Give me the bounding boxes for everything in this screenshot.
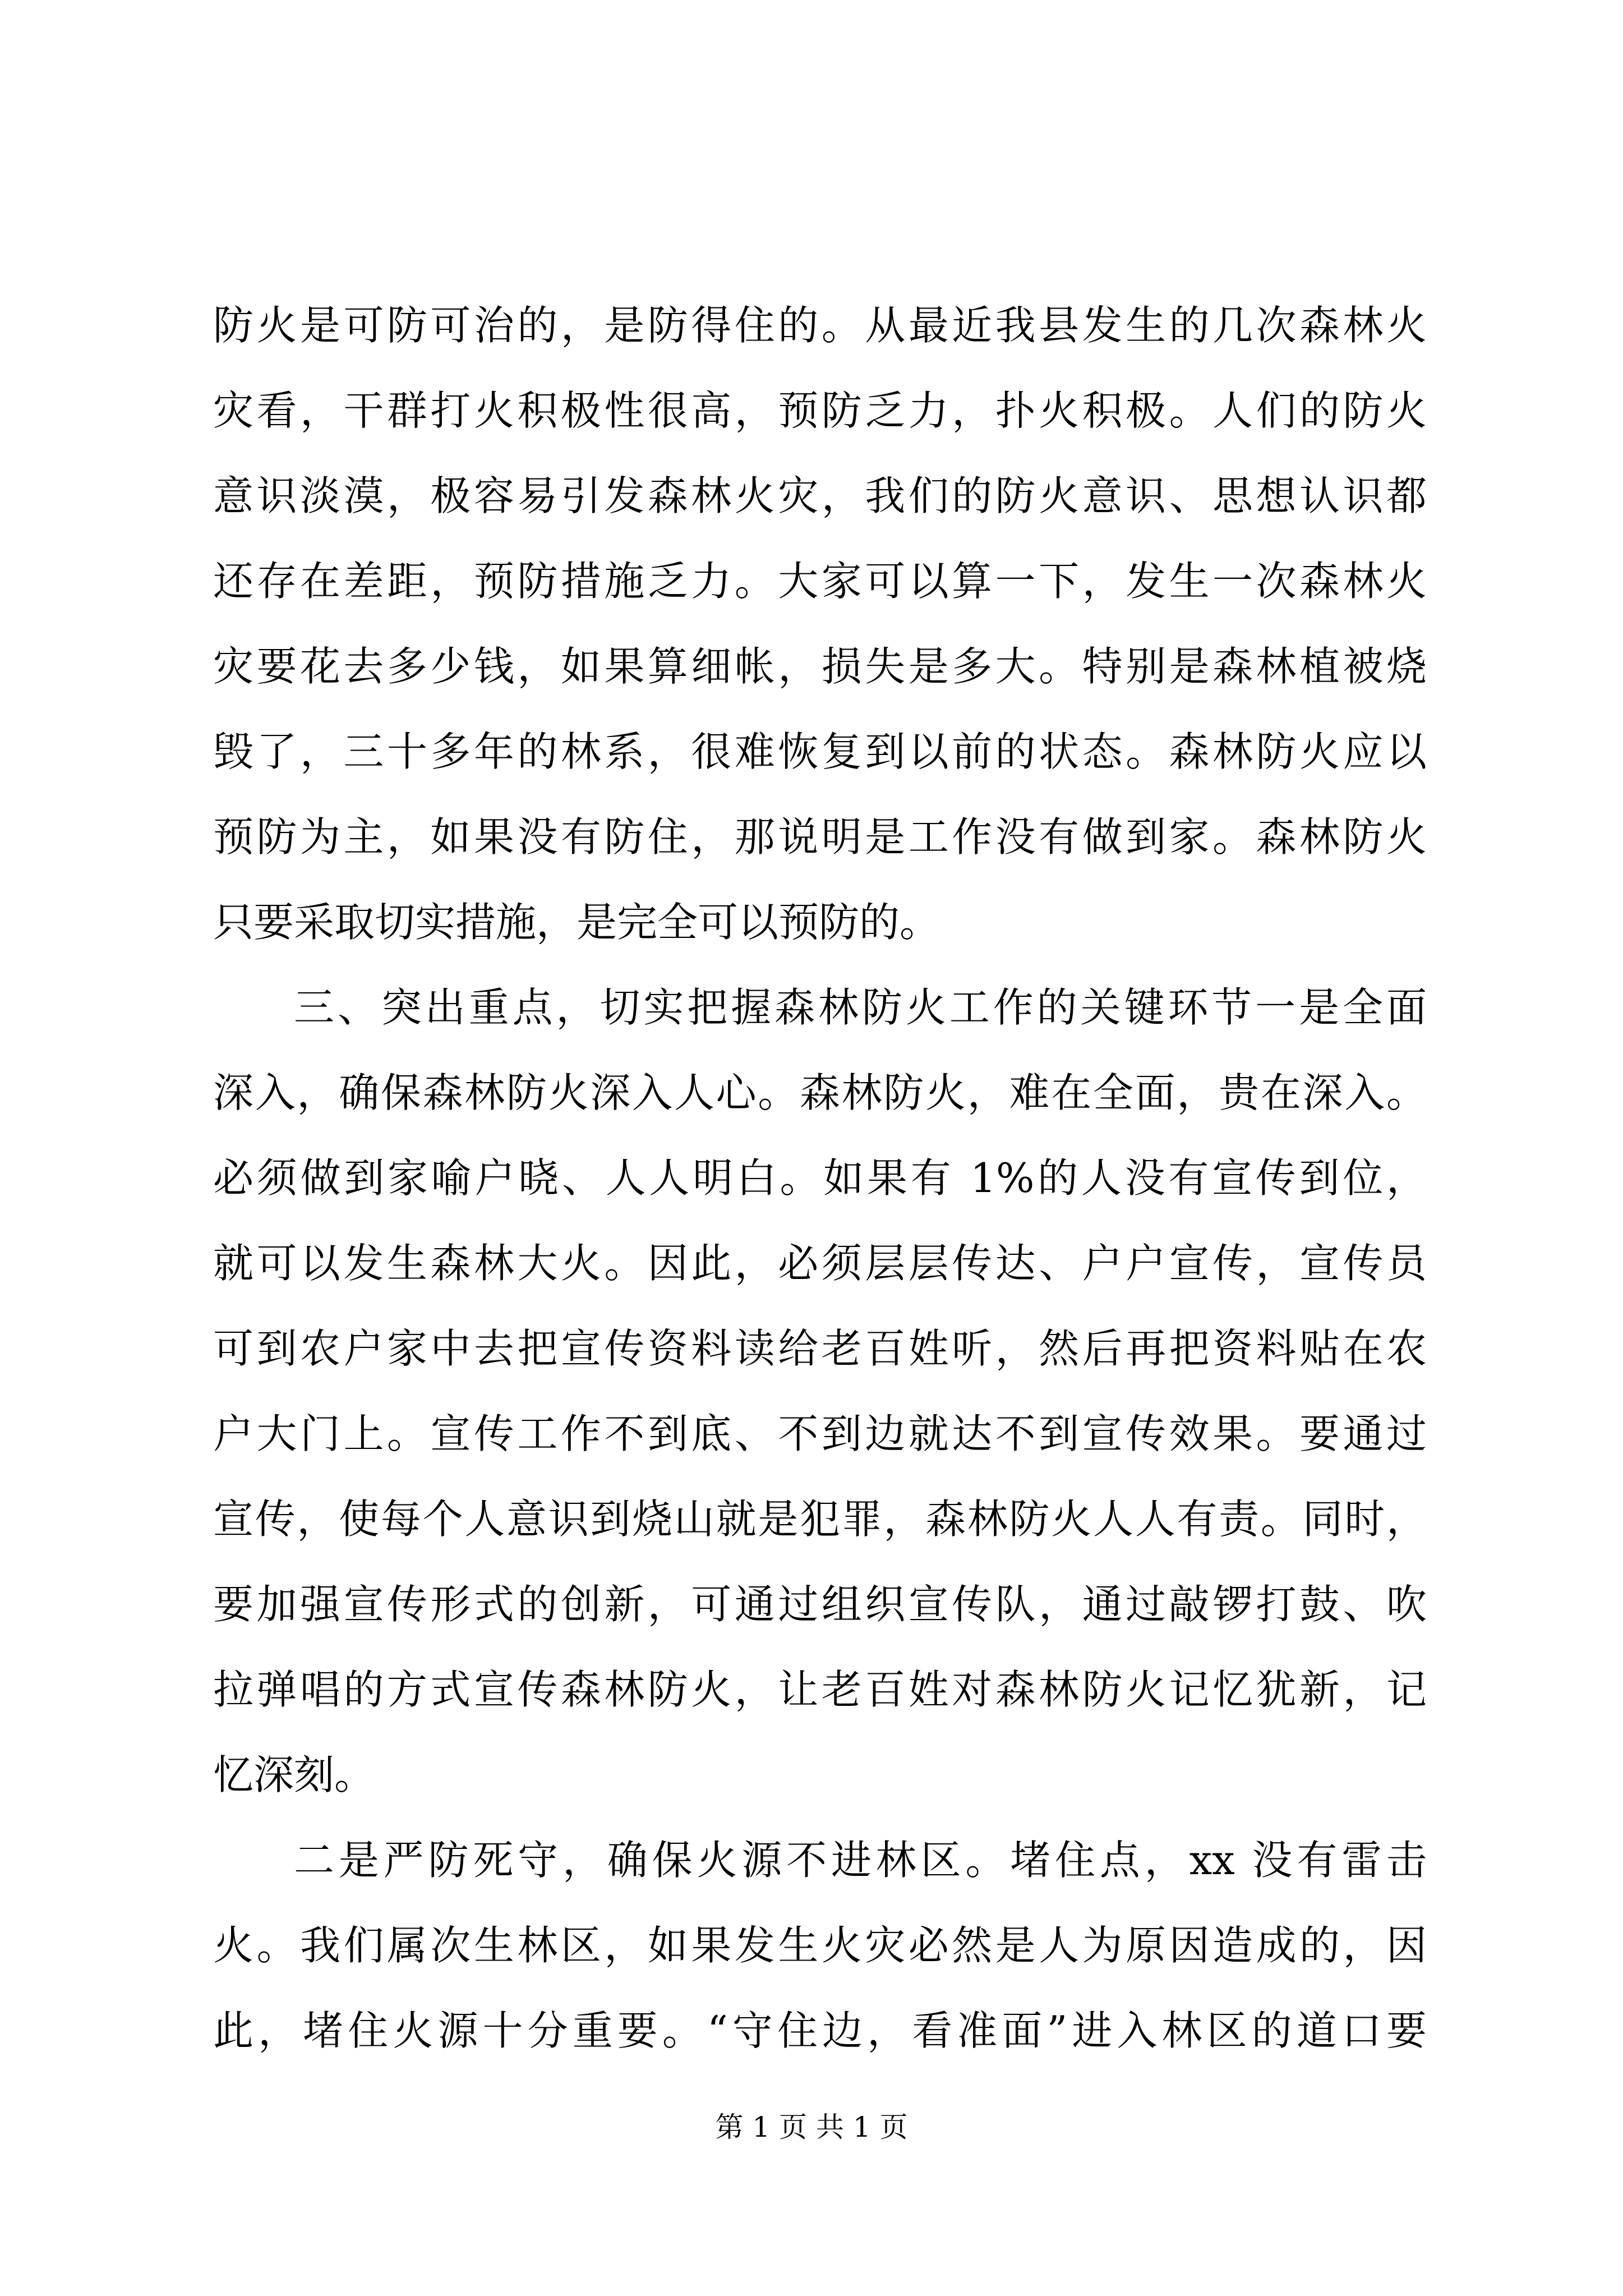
text-line: 预防为主，如果没有防住，那说明是工作没有做到家。森林防火 — [213, 813, 1427, 861]
text-line: 灾看，干群打火积极性很高，预防乏力，扑火积极。人们的防火 — [213, 387, 1427, 434]
text-line: 意识淡漠，极容易引发森林火灾，我们的防火意识、思想认识都 — [213, 472, 1427, 519]
text-line: 防火是可防可治的，是防得住的。从最近我县发生的几次森林火 — [213, 302, 1427, 349]
document-body — [213, 283, 1427, 2073]
page-footer: 第 1 页 共 1 页 — [715, 2111, 908, 2143]
text-line: 要加强宣传形式的创新，可通过组织宣传队，通过敲锣打鼓、吹 — [213, 1581, 1427, 1628]
text-line: 只要采取切实措施，是完全可以预防的。 — [213, 899, 940, 946]
text-line: 三、突出重点，切实把握森林防火工作的关键环节一是全面 — [294, 984, 1427, 1031]
text-line: 还存在差距，预防措施乏力。大家可以算一下，发生一次森林火 — [213, 558, 1427, 605]
text-line: 二是严防死守，确保火源不进林区。堵住点，xx 没有雷击 — [294, 1837, 1427, 1884]
text-line: 宣传，使每个人意识到烧山就是犯罪，森林防火人人有责。同时， — [213, 1496, 1427, 1543]
text-line: 拉弹唱的方式宣传森林防火，让老百姓对森林防火记忆犹新，记 — [213, 1666, 1427, 1713]
text-line: 深入，确保森林防火深入人心。森林防火，难在全面，贵在深入。 — [213, 1069, 1427, 1116]
text-line: 此，堵住火源十分重要。“守住边，看准面”进入林区的道口要 — [213, 2007, 1427, 2054]
text-line: 必须做到家喻户晓、人人明白。如果有 1%的人没有宣传到位， — [213, 1154, 1427, 1202]
text-line: 火。我们属次生林区，如果发生火灾必然是人为原因造成的，因 — [213, 1922, 1427, 1969]
text-line: 灾要花去多少钱，如果算细帐，损失是多大。特别是森林植被烧 — [213, 643, 1427, 690]
text-line: 可到农户家中去把宣传资料读给老百姓听，然后再把资料贴在农 — [213, 1325, 1427, 1372]
text-line: 毁了，三十多年的林系，很难恢复到以前的状态。森林防火应以 — [213, 728, 1427, 775]
text-line: 忆深刻。 — [213, 1751, 375, 1798]
text-line: 户大门上。宣传工作不到底、不到边就达不到宣传效果。要通过 — [213, 1410, 1427, 1457]
text-line: 就可以发生森林大火。因此，必须层层传达、户户宣传，宣传员 — [213, 1240, 1427, 1287]
